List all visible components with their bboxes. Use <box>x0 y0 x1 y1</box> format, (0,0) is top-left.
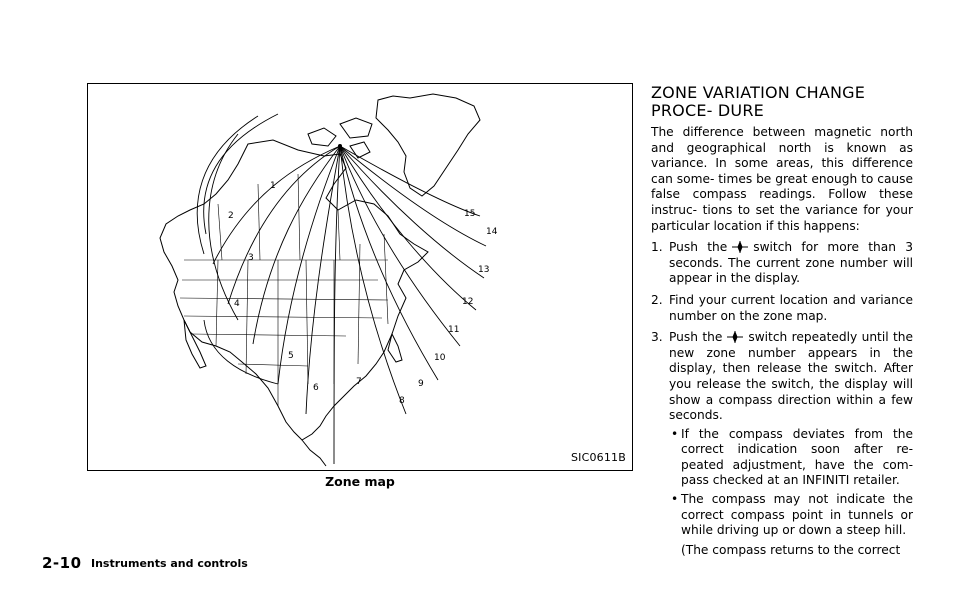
bullet-item <box>651 492 913 539</box>
step-number: 2. <box>651 292 663 307</box>
zone-label: 13 <box>478 265 490 275</box>
zone-label: 11 <box>448 325 460 335</box>
bullet-text: The compass may not indicate the correct compass point in tunnels or while driving up or down a steep hill. <box>681 492 913 538</box>
step-item <box>651 240 913 287</box>
step-text: switch for more than 3 seconds. The current zone number will appear in the display. <box>669 240 913 286</box>
zone-label: 14 <box>486 227 498 237</box>
zone-label: 15 <box>464 209 476 219</box>
page-number: 2-10 <box>42 554 82 572</box>
bullet-dot-icon: • <box>671 492 679 507</box>
zone-map-figure <box>87 83 633 471</box>
zone-label: 3 <box>248 253 254 263</box>
zone-label: 6 <box>313 383 319 393</box>
zone-label: 10 <box>434 353 446 363</box>
zone-map-drawing <box>88 84 632 470</box>
step-text: Find your current location and variance number on the zone map. <box>669 292 913 323</box>
bullet-text: If the compass deviates from the correct indication soon after re- peated adjustment, have the com- pass checked at an INFINITI retailer. <box>681 426 913 488</box>
step-text: Push the <box>669 330 723 345</box>
arctic-island <box>308 128 336 146</box>
text-column <box>651 84 913 558</box>
step-item <box>651 293 913 324</box>
step-number: 3. <box>651 330 663 345</box>
figure-code: SIC0611B <box>570 451 626 464</box>
zone-label: 1 <box>270 181 276 191</box>
zone-label: 9 <box>418 379 424 389</box>
zone-label: 8 <box>399 396 405 406</box>
arctic-island <box>350 142 370 158</box>
arctic-island <box>340 118 372 138</box>
bullet-item <box>651 427 913 489</box>
north-pole-point <box>338 144 342 148</box>
greenland-outline <box>376 94 480 196</box>
central-america <box>302 440 326 466</box>
section-heading: ZONE VARIATION CHANGE PROCE- DURE <box>651 83 866 120</box>
chapter-title: Instruments and controls <box>91 557 248 570</box>
figure-caption: Zone map <box>325 474 395 489</box>
intro-paragraph: The difference between magnetic north and geographical north is known as variance. In some areas, this difference can some- times be great enough to cause false compass readings. Follow these instruc- tions to set the variance for your particular location if this happens: <box>651 125 913 233</box>
continuation-text: (The compass returns to the correct <box>681 542 901 557</box>
step-text: Push the <box>669 240 728 255</box>
step-text: switch repeatedly until the new zone number appears in the display, then release the switch. After you release the switch, the display will show a compass direction within a few seconds. <box>669 330 913 423</box>
zone-label: 5 <box>288 351 294 361</box>
compass-switch-icon <box>727 331 743 343</box>
zone-label: 12 <box>462 297 474 307</box>
zone-label: 7 <box>356 377 362 387</box>
compass-switch-icon <box>732 241 748 253</box>
step-item <box>651 330 913 424</box>
step-number: 1. <box>651 240 663 255</box>
zone-label: 4 <box>234 299 240 309</box>
zone-label: 2 <box>228 211 234 221</box>
bullet-dot-icon: • <box>671 426 679 441</box>
baja-peninsula <box>184 320 206 368</box>
